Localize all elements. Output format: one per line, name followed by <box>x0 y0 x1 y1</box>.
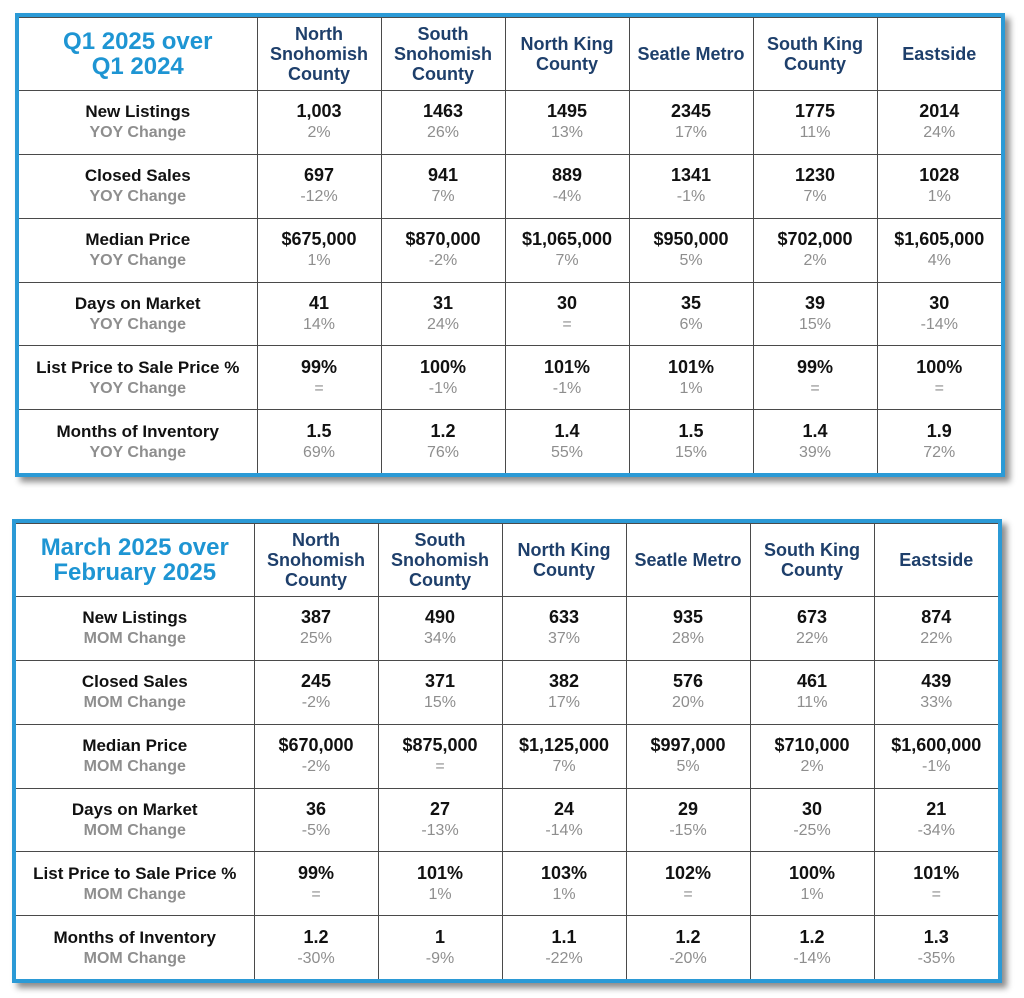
data-cell <box>505 154 629 218</box>
change-value: 15% <box>674 443 708 461</box>
change-value: -14% <box>545 822 583 839</box>
march-mom-panel <box>12 519 1002 983</box>
metric-label-cell <box>19 410 257 473</box>
metric-label-cell <box>19 154 257 218</box>
data-cell <box>874 660 998 724</box>
metric-value: 1.5 <box>306 420 332 441</box>
metric-label: List Price to Sale Price % <box>33 863 237 883</box>
change-value: 7% <box>431 188 455 206</box>
metric-value: 1.1 <box>551 926 577 947</box>
metric-value: 633 <box>548 607 580 628</box>
change-value: 34% <box>423 630 457 648</box>
region-header: South King County <box>753 18 877 91</box>
data-cell <box>257 154 381 218</box>
header-row <box>19 18 1001 91</box>
data-cell <box>378 660 502 724</box>
metric-value: 941 <box>427 165 459 186</box>
data-cell <box>254 916 378 979</box>
metric-value: 30 <box>929 293 950 313</box>
change-value: -34% <box>917 822 955 839</box>
metric-value: 1.4 <box>802 420 828 441</box>
data-cell <box>381 154 505 218</box>
metric-label-cell <box>16 660 254 724</box>
metric-value: 387 <box>300 607 332 628</box>
change-value: = <box>314 379 324 397</box>
change-value: -5% <box>301 822 331 839</box>
data-cell <box>750 660 874 724</box>
data-cell <box>505 346 629 410</box>
data-cell <box>378 852 502 916</box>
metric-value: $950,000 <box>653 229 729 250</box>
change-value: 1% <box>800 885 824 903</box>
metric-value: 100% <box>916 356 963 377</box>
march-mom-table <box>16 523 998 979</box>
change-value: = <box>562 316 572 333</box>
region-header: South Snohomish County <box>378 524 502 597</box>
data-cell <box>874 788 998 852</box>
metric-value: 1028 <box>919 165 960 186</box>
table-row <box>19 410 1001 473</box>
change-value: -13% <box>421 822 459 839</box>
change-value: -25% <box>793 822 831 839</box>
change-value: -9% <box>425 949 455 967</box>
table-row <box>16 788 998 852</box>
metric-value: 461 <box>796 671 828 692</box>
data-cell <box>753 218 877 282</box>
region-header: North Snohomish County <box>257 18 381 91</box>
change-value: -20% <box>669 949 707 967</box>
change-label: MOM Change <box>83 949 186 967</box>
table-title-line-2: Q1 2024 <box>91 53 184 80</box>
change-value: 20% <box>671 694 705 712</box>
data-cell <box>750 916 874 979</box>
change-value: 1% <box>428 885 452 903</box>
change-value: 69% <box>302 443 336 461</box>
metric-label: Months of Inventory <box>53 927 216 947</box>
change-value: -2% <box>428 252 458 270</box>
table-title-line-1: March 2025 over <box>40 534 229 561</box>
metric-value: 1775 <box>794 101 836 122</box>
data-cell <box>629 154 753 218</box>
region-header: Eastside <box>874 524 998 597</box>
data-cell <box>629 346 753 410</box>
change-value: 1% <box>927 188 951 206</box>
change-value: -15% <box>669 822 707 839</box>
metric-value: 101% <box>543 356 591 377</box>
data-cell <box>750 724 874 788</box>
metric-value: 1230 <box>794 165 836 186</box>
data-cell <box>877 282 1001 346</box>
change-value: 55% <box>550 443 584 461</box>
data-cell <box>502 852 626 916</box>
metric-value: 2345 <box>670 101 712 122</box>
change-value: 7% <box>552 758 576 776</box>
metric-label: New Listings <box>85 102 191 122</box>
change-value: = <box>311 885 321 903</box>
data-cell <box>502 724 626 788</box>
change-label: MOM Change <box>83 758 186 776</box>
data-cell <box>626 724 750 788</box>
change-value: 15% <box>798 316 832 333</box>
metric-label: Median Price <box>82 736 188 756</box>
change-label: YOY Change <box>89 316 187 333</box>
metric-label-cell <box>16 597 254 661</box>
change-value: 1% <box>552 885 576 903</box>
data-cell <box>750 852 874 916</box>
data-cell <box>502 660 626 724</box>
metric-value: 101% <box>416 862 464 883</box>
change-value: 13% <box>550 124 584 142</box>
metric-value: 935 <box>672 607 704 628</box>
change-label: MOM Change <box>83 885 186 903</box>
change-value: -35% <box>917 949 955 967</box>
table-row <box>19 154 1001 218</box>
change-value: 4% <box>927 252 951 270</box>
change-value: 24% <box>923 124 956 142</box>
change-value: 17% <box>547 694 581 712</box>
metric-value: 382 <box>548 671 580 692</box>
data-cell <box>254 852 378 916</box>
change-value: 26% <box>426 124 460 142</box>
metric-label-cell <box>19 91 257 155</box>
data-cell <box>626 852 750 916</box>
table-row <box>19 218 1001 282</box>
data-cell <box>874 597 998 661</box>
data-cell <box>381 282 505 346</box>
change-label: MOM Change <box>83 822 186 839</box>
data-cell <box>874 916 998 979</box>
change-value: = <box>435 758 445 776</box>
table-row <box>16 597 998 661</box>
metric-value: $870,000 <box>405 229 481 250</box>
region-header: North Snohomish County <box>254 524 378 597</box>
metric-value: 1.2 <box>430 420 456 441</box>
data-cell <box>257 282 381 346</box>
data-cell <box>877 410 1001 473</box>
metric-value: 874 <box>921 607 952 628</box>
metric-value: $675,000 <box>281 229 357 250</box>
metric-value: 41 <box>308 293 330 313</box>
metric-value: 371 <box>424 671 456 692</box>
data-cell <box>626 788 750 852</box>
metric-value: 1.2 <box>799 926 825 947</box>
data-cell <box>877 154 1001 218</box>
data-cell <box>753 154 877 218</box>
table-row <box>16 852 998 916</box>
metric-value: 1.3 <box>923 926 949 947</box>
metric-label: List Price to Sale Price % <box>36 357 240 377</box>
data-cell <box>505 282 629 346</box>
data-cell <box>629 282 753 346</box>
change-value: 11% <box>796 694 828 712</box>
change-value: 17% <box>674 124 708 142</box>
metric-value: 29 <box>677 799 699 819</box>
metric-value: $670,000 <box>278 735 354 756</box>
change-value: -2% <box>301 694 331 712</box>
change-value: 2% <box>803 252 827 270</box>
data-cell <box>629 410 753 473</box>
data-cell <box>257 91 381 155</box>
change-value: 1% <box>679 379 703 397</box>
metric-value: 1.5 <box>678 420 704 441</box>
change-label: YOY Change <box>89 124 187 142</box>
metric-value: 101% <box>667 356 715 377</box>
data-cell <box>505 91 629 155</box>
table-row <box>16 724 998 788</box>
metric-value: 101% <box>913 862 960 883</box>
data-cell <box>257 346 381 410</box>
change-label: YOY Change <box>89 379 187 397</box>
region-header: South Snohomish County <box>381 18 505 91</box>
metric-value: 1495 <box>546 101 588 122</box>
data-cell <box>378 597 502 661</box>
metric-value: 1.2 <box>303 926 329 947</box>
metric-label: Closed Sales <box>81 672 188 692</box>
change-value: -14% <box>920 316 958 333</box>
metric-value: 21 <box>926 799 947 819</box>
metric-label: New Listings <box>82 608 188 628</box>
data-cell <box>750 788 874 852</box>
metric-value: 36 <box>305 799 327 819</box>
metric-value: 100% <box>788 862 836 883</box>
change-label: MOM Change <box>83 694 186 712</box>
data-cell <box>381 410 505 473</box>
data-cell <box>378 788 502 852</box>
metric-value: $1,125,000 <box>518 735 610 756</box>
metric-value: 103% <box>540 862 588 883</box>
data-cell <box>254 597 378 661</box>
metric-value: 490 <box>424 607 456 628</box>
metric-value: 39 <box>804 293 826 313</box>
metric-value: $1,065,000 <box>521 229 613 250</box>
metric-label-cell <box>16 788 254 852</box>
data-cell <box>254 660 378 724</box>
metric-label: Months of Inventory <box>56 421 219 441</box>
metric-value: 245 <box>300 671 332 692</box>
data-cell <box>505 218 629 282</box>
data-cell <box>874 852 998 916</box>
data-cell <box>874 724 998 788</box>
change-value: 72% <box>923 443 956 461</box>
table-row <box>16 660 998 724</box>
metric-value: $1,600,000 <box>891 735 982 756</box>
metric-label-cell <box>19 218 257 282</box>
metric-label-cell <box>19 346 257 410</box>
metric-value: 2014 <box>919 101 960 122</box>
metric-value: 1.4 <box>554 420 580 441</box>
table-row <box>19 282 1001 346</box>
change-value: 11% <box>799 124 831 142</box>
table-row <box>16 916 998 979</box>
data-cell <box>626 660 750 724</box>
metric-value: $1,605,000 <box>894 229 985 250</box>
data-cell <box>626 916 750 979</box>
change-value: -2% <box>301 758 331 776</box>
metric-label: Median Price <box>85 230 191 250</box>
change-label: MOM Change <box>83 630 186 648</box>
change-value: = <box>931 885 941 903</box>
metric-value: 99% <box>297 862 335 883</box>
metric-value: 889 <box>551 165 583 186</box>
data-cell <box>381 218 505 282</box>
metric-label-cell <box>16 852 254 916</box>
data-cell <box>750 597 874 661</box>
change-value: = <box>810 379 820 397</box>
region-header: South King County <box>750 524 874 597</box>
data-cell <box>378 724 502 788</box>
data-cell <box>502 788 626 852</box>
metric-value: 30 <box>801 799 823 819</box>
data-cell <box>753 346 877 410</box>
metric-value: 1463 <box>422 101 464 122</box>
change-value: -1% <box>428 379 458 397</box>
metric-label-cell <box>16 724 254 788</box>
q1-yoy-panel <box>15 13 1005 477</box>
data-cell <box>877 91 1001 155</box>
region-header: North King County <box>502 524 626 597</box>
table-title-line-1: Q1 2025 over <box>63 28 213 55</box>
metric-value: $702,000 <box>777 229 853 250</box>
metric-value: 99% <box>300 356 338 377</box>
data-cell <box>381 346 505 410</box>
metric-value: 27 <box>429 799 451 819</box>
change-value: -1% <box>676 188 706 206</box>
change-value: 39% <box>798 443 832 461</box>
data-cell <box>254 724 378 788</box>
metric-value: 1.9 <box>926 420 952 441</box>
change-value: 5% <box>676 758 700 776</box>
metric-label-cell <box>19 282 257 346</box>
metric-value: 1,003 <box>296 101 342 122</box>
metric-value: 24 <box>553 799 575 819</box>
table-title-line-2: February 2025 <box>53 559 217 586</box>
metric-value: 439 <box>921 671 952 692</box>
change-value: 14% <box>302 316 336 333</box>
change-value: 28% <box>671 630 705 648</box>
data-cell <box>629 91 753 155</box>
change-value: 7% <box>555 252 579 270</box>
data-cell <box>378 916 502 979</box>
change-value: 33% <box>920 694 953 712</box>
metric-value: $997,000 <box>650 735 726 756</box>
change-value: -14% <box>793 949 831 967</box>
metric-value: 1341 <box>670 165 712 186</box>
data-cell <box>877 346 1001 410</box>
table-title <box>16 524 254 597</box>
q1-yoy-table <box>19 17 1001 473</box>
data-cell <box>629 218 753 282</box>
change-value: -4% <box>552 188 582 206</box>
metric-label: Days on Market <box>71 800 198 819</box>
change-value: 6% <box>679 316 703 333</box>
change-value: = <box>934 379 944 397</box>
change-value: 15% <box>423 694 457 712</box>
metric-value: 673 <box>796 607 828 628</box>
data-cell <box>753 410 877 473</box>
data-cell <box>505 410 629 473</box>
metric-value: 100% <box>419 356 467 377</box>
data-cell <box>502 916 626 979</box>
data-cell <box>753 91 877 155</box>
metric-label: Days on Market <box>74 294 201 313</box>
data-cell <box>753 282 877 346</box>
region-header: Seatle Metro <box>629 18 753 91</box>
metric-label: Closed Sales <box>84 166 191 186</box>
metric-value: 102% <box>664 862 712 883</box>
region-header: North King County <box>505 18 629 91</box>
metric-value: 1.2 <box>675 926 701 947</box>
change-value: 5% <box>679 252 703 270</box>
change-value: 76% <box>426 443 460 461</box>
metric-value: 1 <box>434 926 445 947</box>
metric-value: 697 <box>303 165 335 186</box>
change-label: YOY Change <box>89 252 187 270</box>
change-value: 37% <box>547 630 581 648</box>
region-header: Eastside <box>877 18 1001 91</box>
change-label: YOY Change <box>89 443 187 461</box>
change-value: 2% <box>307 124 331 142</box>
change-value: 22% <box>795 630 829 648</box>
change-value: -12% <box>300 188 338 206</box>
metric-value: 35 <box>680 293 702 313</box>
header-row <box>16 524 998 597</box>
change-value: = <box>683 885 693 903</box>
change-value: 7% <box>803 188 827 206</box>
data-cell <box>381 91 505 155</box>
change-value: 1% <box>307 252 331 270</box>
data-cell <box>257 218 381 282</box>
change-value: 2% <box>800 758 824 776</box>
table-row <box>19 91 1001 155</box>
metric-value: $875,000 <box>402 735 478 756</box>
metric-label-cell <box>16 916 254 979</box>
region-header: Seatle Metro <box>626 524 750 597</box>
change-value: -22% <box>545 949 583 967</box>
change-value: 24% <box>426 316 460 333</box>
data-cell <box>877 218 1001 282</box>
table-title <box>19 18 257 91</box>
change-value: -1% <box>552 379 582 397</box>
data-cell <box>626 597 750 661</box>
metric-value: 99% <box>796 356 834 377</box>
change-value: 25% <box>299 630 333 648</box>
data-cell <box>502 597 626 661</box>
change-value: -30% <box>297 949 335 967</box>
metric-value: $710,000 <box>774 735 850 756</box>
data-cell <box>254 788 378 852</box>
change-value: 22% <box>920 630 953 648</box>
data-cell <box>257 410 381 473</box>
metric-value: 576 <box>672 671 704 692</box>
metric-value: 30 <box>556 293 578 313</box>
metric-value: 31 <box>432 293 454 313</box>
change-value: -1% <box>922 758 951 776</box>
table-row <box>19 346 1001 410</box>
change-label: YOY Change <box>89 188 187 206</box>
